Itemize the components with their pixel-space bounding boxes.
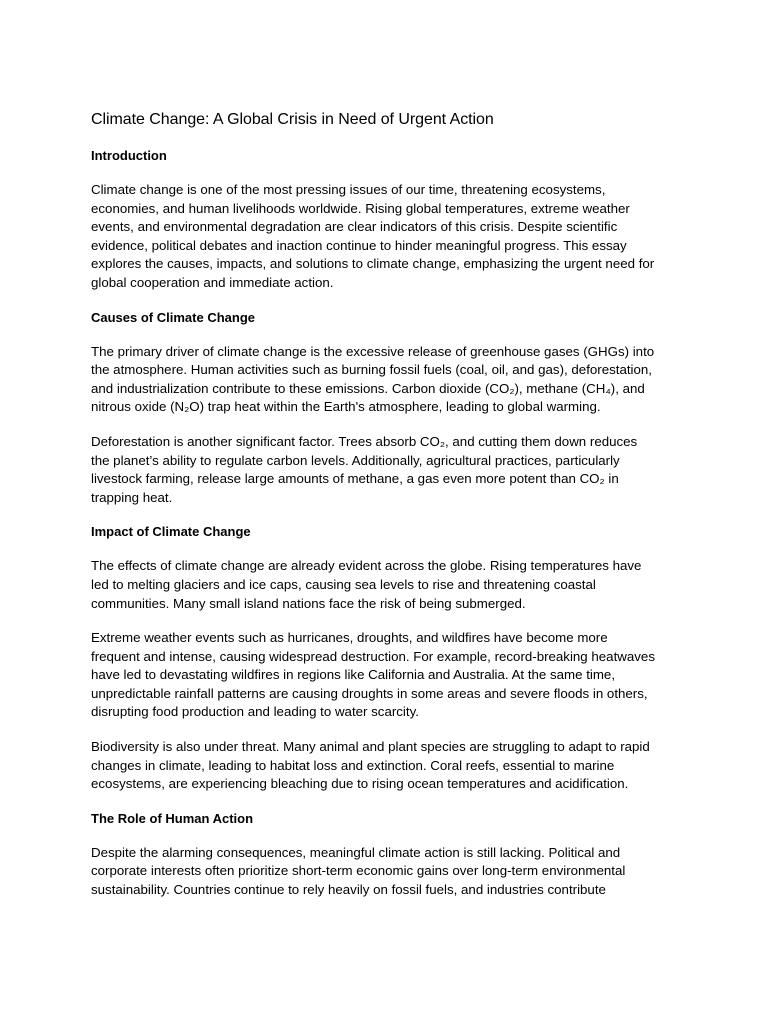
paragraph-line: ecosystems, are experiencing bleaching due to rising ocean temperatures and acidification. xyxy=(91,776,629,792)
paragraph-line: Deforestation is another significant factor. Trees absorb CO₂, and cutting them down reduces xyxy=(91,433,638,449)
paragraph-line: events, and environmental degradation are clear indicators of this crisis. Despite scientific xyxy=(91,219,618,235)
section-heading: The Role of Human Action xyxy=(91,810,254,826)
paragraph-line: and industrialization contribute to these emissions. Carbon dioxide (CO₂), methane (CH₄), and xyxy=(91,380,645,396)
paragraph-line: The primary driver of climate change is the excessive release of greenhouse gases (GHGs) into xyxy=(91,343,655,359)
paragraph xyxy=(91,181,691,293)
document-title: Climate Change: A Global Crisis in Need of Urgent Action xyxy=(91,111,494,128)
paragraph-line: livestock farming, release large amounts of methane, a gas even more potent than CO₂ in xyxy=(91,471,619,487)
paragraph-line: unpredictable rainfall patterns are causing droughts in some areas and severe floods in others, xyxy=(91,685,648,701)
paragraph xyxy=(91,343,691,417)
paragraph-line: evidence, political debates and inaction continue to hinder meaningful progress. This essay xyxy=(91,237,627,253)
paragraph-line: Despite the alarming consequences, meaningful climate action is still lacking. Political and xyxy=(91,844,621,860)
paragraph xyxy=(91,433,691,507)
paragraph-line: have led to devastating wildfires in regions like California and Australia. At the same time, xyxy=(91,667,616,683)
paragraph xyxy=(91,557,691,613)
paragraph xyxy=(91,629,691,722)
document-body xyxy=(91,147,691,900)
paragraph-line: The effects of climate change are already evident across the globe. Rising temperatures have xyxy=(91,558,642,574)
paragraph-line: corporate interests often prioritize short-term economic gains over long-term environmental xyxy=(91,863,626,879)
paragraph xyxy=(91,738,691,794)
document-page xyxy=(91,110,691,916)
paragraph-line: the planet’s ability to regulate carbon levels. Additionally, agricultural practices, particularly xyxy=(91,452,620,468)
paragraph-line: economies, and human livelihoods worldwide. Rising global temperatures, extreme weather xyxy=(91,200,630,216)
section-heading: Impact of Climate Change xyxy=(91,524,251,540)
paragraph-line: the atmosphere. Human activities such as burning fossil fuels (coal, oil, and gas), deforestation, xyxy=(91,362,652,378)
paragraph-line: disrupting food production and leading to water scarcity. xyxy=(91,704,419,720)
paragraph-line: trapping heat. xyxy=(91,489,173,505)
paragraph-line: led to melting glaciers and ice caps, causing sea levels to rise and threatening coastal xyxy=(91,576,596,592)
paragraph-line: Climate change is one of the most pressing issues of our time, threatening ecosystems, xyxy=(91,182,606,197)
paragraph-line: sustainability. Countries continue to rely heavily on fossil fuels, and industries contribute xyxy=(91,882,606,898)
paragraph-line: Extreme weather events such as hurricanes, droughts, and wildfires have become more xyxy=(91,630,608,646)
paragraph-line: frequent and intense, causing widespread destruction. For example, record-breaking heatwaves xyxy=(91,648,655,664)
paragraph-line: nitrous oxide (N₂O) trap heat within the Earth's atmosphere, leading to global warming. xyxy=(91,399,601,415)
paragraph-line: global cooperation and immediate action. xyxy=(91,274,334,290)
section-heading: Introduction xyxy=(91,148,167,163)
paragraph-line: communities. Many small island nations face the risk of being submerged. xyxy=(91,595,526,611)
section-heading: Causes of Climate Change xyxy=(91,309,255,325)
paragraph-line: explores the causes, impacts, and solutions to climate change, emphasizing the urgent need for xyxy=(91,256,655,272)
paragraph-line: changes in climate, leading to habitat loss and extinction. Coral reefs, essential to marine xyxy=(91,757,615,773)
paragraph xyxy=(91,844,691,900)
paragraph-line: Biodiversity is also under threat. Many animal and plant species are struggling to adapt to rapid xyxy=(91,739,650,755)
